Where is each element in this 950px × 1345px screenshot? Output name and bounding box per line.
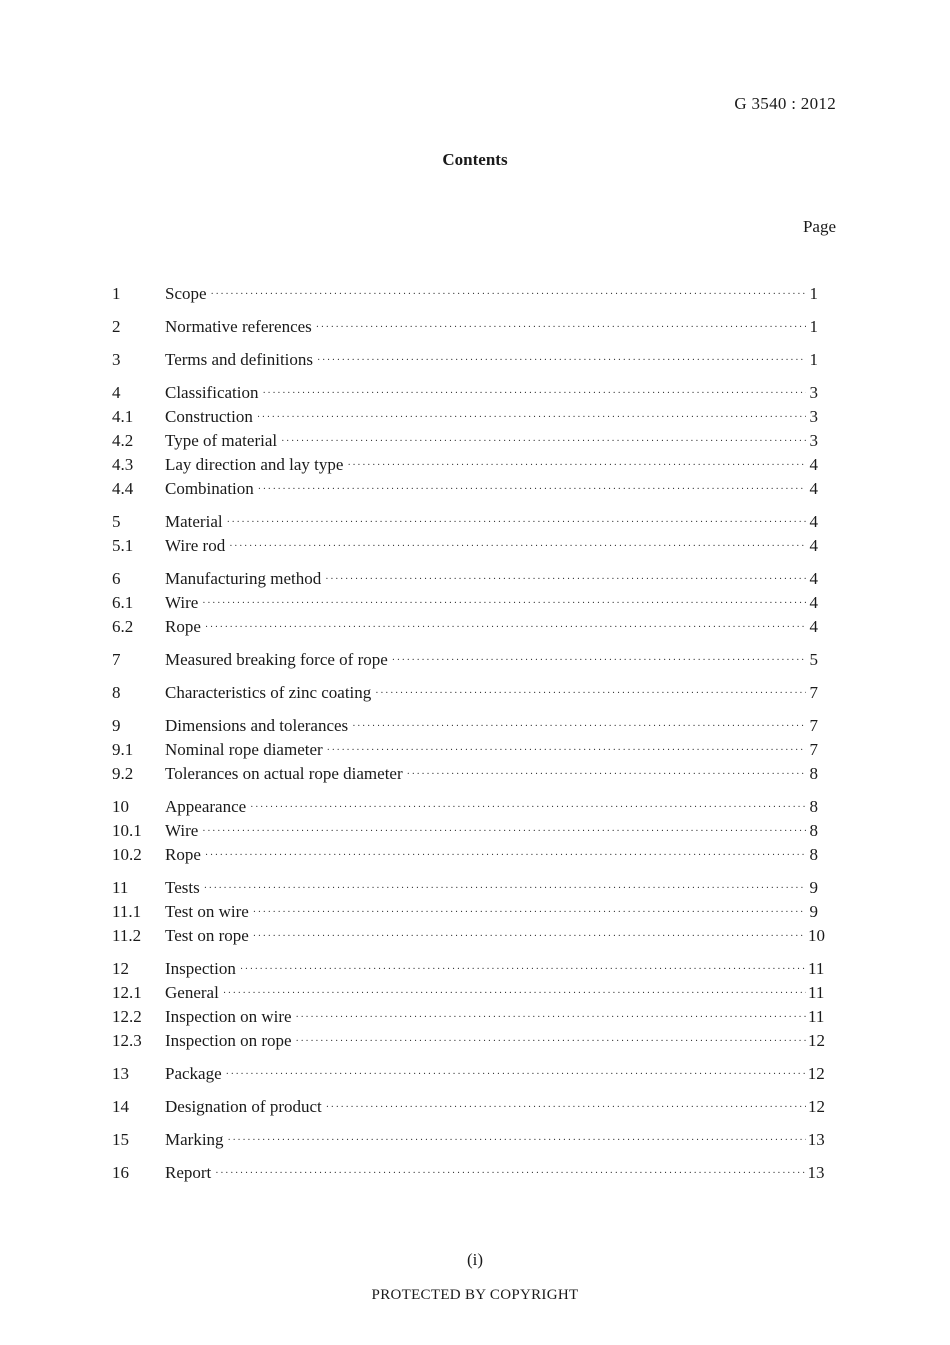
toc-entry-page: 4 (809, 617, 818, 636)
dot-leader (215, 1162, 805, 1186)
toc-entry-page: 12 (808, 1097, 825, 1116)
dot-leader (296, 1006, 806, 1030)
toc-entry-number: 9 (112, 716, 121, 735)
toc-section (112, 315, 818, 339)
toc-entry-page: 4 (809, 569, 818, 588)
toc-entry-number: 12.1 (112, 983, 142, 1002)
toc-entry[interactable] (112, 591, 818, 615)
toc-section (112, 681, 818, 705)
toc-entry-page: 4 (809, 512, 818, 531)
toc-entry-page: 3 (809, 407, 818, 426)
page-title: Contents (442, 150, 508, 169)
toc-entry-title: Test on rope (165, 926, 249, 945)
toc-entry-number: 13 (112, 1064, 129, 1083)
toc-entry[interactable] (112, 981, 825, 1005)
toc-entry-number: 6.2 (112, 617, 134, 636)
toc-entry-number: 7 (112, 650, 121, 669)
toc-entry[interactable] (112, 1005, 825, 1029)
toc-entry[interactable] (112, 762, 818, 786)
toc-section (112, 648, 818, 672)
toc-entry-title: Normative references (165, 317, 312, 336)
toc-entry[interactable] (112, 1161, 825, 1185)
toc-entry-page: 13 (807, 1163, 825, 1182)
toc-entry-title: Inspection on wire (165, 1007, 292, 1026)
toc-entry-page: 5 (809, 650, 818, 669)
toc-entry-title: Type of material (165, 431, 278, 450)
toc-entry-title: Material (165, 512, 223, 531)
toc-entry-title: Wire (165, 593, 199, 612)
toc-entry-number: 11 (112, 878, 129, 897)
toc-entry[interactable] (112, 315, 818, 339)
toc-entry-page: 8 (809, 821, 818, 840)
toc-entry[interactable] (112, 348, 818, 372)
toc-entry-title: Appearance (165, 797, 247, 816)
toc-entry-page: 8 (809, 797, 818, 816)
toc-entry-page: 9 (809, 878, 818, 897)
toc-entry-page: 12 (807, 1064, 825, 1083)
toc-entry-number: 2 (112, 317, 121, 336)
dot-leader (202, 592, 806, 616)
toc-entry-page: 4 (809, 593, 818, 612)
dot-leader (223, 982, 806, 1006)
toc-entry-title: Nominal rope diameter (165, 740, 323, 759)
toc-entry-number: 8 (112, 683, 121, 702)
dot-leader (262, 382, 806, 406)
toc-entry[interactable] (112, 819, 818, 843)
toc-section (112, 957, 825, 1053)
toc-entry-page: 7 (809, 683, 818, 702)
dot-leader (227, 511, 806, 535)
toc-entry-number: 10.2 (112, 845, 142, 864)
toc-entry-title: Inspection (165, 959, 236, 978)
toc-entry-number: 4.1 (112, 407, 134, 426)
toc-entry-title: Classification (165, 383, 259, 402)
toc-entry-title: Designation of product (165, 1097, 322, 1116)
toc-entry-title: Combination (165, 479, 254, 498)
toc-entry[interactable] (112, 282, 818, 306)
dot-leader (317, 349, 806, 373)
toc-entry-page: 1 (809, 317, 818, 336)
toc-entry[interactable] (112, 795, 818, 819)
toc-entry-page: 4 (809, 479, 818, 498)
copyright-notice: PROTECTED BY COPYRIGHT (371, 1287, 579, 1303)
toc-entry-number: 10.1 (112, 821, 142, 840)
toc-entry[interactable] (112, 738, 818, 762)
toc-entry-number: 4.3 (112, 455, 134, 474)
toc-entry-page: 9 (809, 902, 818, 921)
toc-entry-number: 12.3 (112, 1031, 142, 1050)
toc-entry-title: Characteristics of zinc coating (165, 683, 372, 702)
dot-leader (202, 820, 806, 844)
toc-entry-number: 9.1 (112, 740, 134, 759)
dot-leader (253, 925, 806, 949)
toc-entry-page: 8 (809, 764, 818, 783)
page-folio: (i) (466, 1250, 484, 1269)
toc-entry-title: Manufacturing method (165, 569, 322, 588)
toc-entry-page: 11 (808, 983, 825, 1002)
toc-entry[interactable] (112, 381, 818, 405)
toc-entry-number: 12 (112, 959, 129, 978)
toc-entry-number: 9.2 (112, 764, 134, 783)
toc-entry-page: 12 (808, 1031, 825, 1050)
dot-leader (240, 958, 806, 982)
toc-entry[interactable] (112, 615, 818, 639)
toc-entry[interactable] (112, 681, 818, 705)
toc-entry-number: 16 (112, 1163, 129, 1182)
toc-entry[interactable] (112, 567, 818, 591)
toc-section (112, 1161, 825, 1185)
toc-entry[interactable] (112, 510, 818, 534)
toc-section (112, 1095, 825, 1119)
toc-entry-page: 13 (807, 1130, 825, 1149)
toc-entry-title: Wire (165, 821, 199, 840)
toc-entry-number: 6.1 (112, 593, 134, 612)
document-code: G 3540 : 2012 (734, 94, 836, 113)
toc-entry-number: 14 (112, 1097, 129, 1116)
page-column-label: Page (802, 217, 836, 236)
toc-section (112, 714, 818, 786)
toc-entry-number: 5.1 (112, 536, 134, 555)
dot-leader (281, 430, 806, 454)
dot-leader (327, 739, 806, 763)
toc-entry-title: Test on wire (165, 902, 249, 921)
toc-entry-page: 7 (809, 740, 818, 759)
toc-entry-title: Package (165, 1064, 222, 1083)
toc-section (112, 381, 818, 501)
toc-entry-title: Terms and definitions (165, 350, 314, 369)
toc-entry[interactable] (112, 453, 818, 477)
dot-leader (204, 877, 806, 901)
dot-leader (407, 763, 806, 787)
toc-entry-number: 4 (112, 383, 121, 402)
dot-leader (228, 1129, 806, 1153)
toc-entry-title: Rope (165, 617, 201, 636)
toc-entry[interactable] (112, 900, 818, 924)
toc-entry-title: Wire rod (165, 536, 226, 555)
toc-entry-number: 4.2 (112, 431, 134, 450)
toc-entry-page: 11 (808, 1007, 825, 1026)
toc-entry[interactable] (112, 405, 818, 429)
toc-entry-title: Marking (165, 1130, 224, 1149)
dot-leader (257, 406, 806, 430)
toc-entry[interactable] (112, 1062, 825, 1086)
toc-entry-title: Lay direction and lay type (165, 455, 344, 474)
toc-entry-title: Tolerances on actual rope diameter (165, 764, 403, 783)
dot-leader (226, 1063, 806, 1087)
toc-section (112, 795, 818, 867)
toc-entry[interactable] (112, 429, 818, 453)
toc-entry-number: 11.1 (112, 902, 142, 921)
toc-entry-page: 4 (809, 536, 818, 555)
toc-entry-number: 12.2 (112, 1007, 142, 1026)
toc-entry-title: Dimensions and tolerances (165, 716, 349, 735)
toc-section (112, 567, 818, 639)
dot-leader (347, 454, 806, 478)
dot-leader (205, 616, 806, 640)
toc-entry-page: 8 (809, 845, 818, 864)
toc-entry-page: 10 (808, 926, 825, 945)
toc-entry[interactable] (112, 534, 818, 558)
dot-leader (392, 649, 806, 673)
toc-entry-title: Inspection on rope (165, 1031, 292, 1050)
toc-entry[interactable] (112, 876, 818, 900)
dot-leader (211, 283, 806, 307)
toc-entry-number: 10 (112, 797, 129, 816)
toc-entry-page: 1 (809, 284, 818, 303)
toc-entry-title: Rope (165, 845, 201, 864)
dot-leader (258, 478, 806, 502)
toc-section (112, 510, 818, 558)
toc-entry-page: 7 (809, 716, 818, 735)
dot-leader (325, 568, 806, 592)
dot-leader (326, 1096, 806, 1120)
dot-leader (352, 715, 806, 739)
toc-entry-title: Report (165, 1163, 212, 1182)
dot-leader (375, 682, 806, 706)
toc-entry-page: 1 (809, 350, 818, 369)
toc-entry-number: 3 (112, 350, 121, 369)
toc-entry-number: 1 (112, 284, 121, 303)
toc-entry[interactable] (112, 924, 825, 948)
toc-section (112, 876, 825, 948)
toc-entry-number: 4.4 (112, 479, 134, 498)
toc-entry-page: 4 (809, 455, 818, 474)
toc-entry-title: Measured breaking force of rope (165, 650, 388, 669)
toc-entry[interactable] (112, 477, 818, 501)
toc-entry-title: General (165, 983, 219, 1002)
dot-leader (250, 796, 806, 820)
dot-leader (316, 316, 806, 340)
toc-entry[interactable] (112, 843, 818, 867)
toc-section (112, 1062, 825, 1086)
toc-entry-title: Construction (165, 407, 253, 426)
toc-entry-title: Scope (165, 284, 207, 303)
toc-entry[interactable] (112, 648, 818, 672)
toc-entry-page: 3 (809, 431, 818, 450)
dot-leader (205, 844, 806, 868)
toc-entry[interactable] (112, 1128, 825, 1152)
toc-section (112, 1128, 825, 1152)
toc-entry-page: 11 (808, 959, 825, 978)
toc-entry[interactable] (112, 714, 818, 738)
toc-entry-number: 11.2 (112, 926, 142, 945)
toc-entry-number: 6 (112, 569, 121, 588)
dot-leader (229, 535, 806, 559)
toc-section (112, 348, 818, 372)
table-of-contents (112, 282, 825, 1194)
dot-leader (253, 901, 806, 925)
toc-section (112, 282, 818, 306)
toc-entry[interactable] (112, 1095, 825, 1119)
toc-entry[interactable] (112, 957, 825, 981)
toc-entry-number: 5 (112, 512, 121, 531)
toc-entry-title: Tests (165, 878, 200, 897)
dot-leader (296, 1030, 806, 1054)
toc-entry[interactable] (112, 1029, 825, 1053)
toc-entry-page: 3 (809, 383, 818, 402)
toc-entry-number: 15 (112, 1130, 129, 1149)
